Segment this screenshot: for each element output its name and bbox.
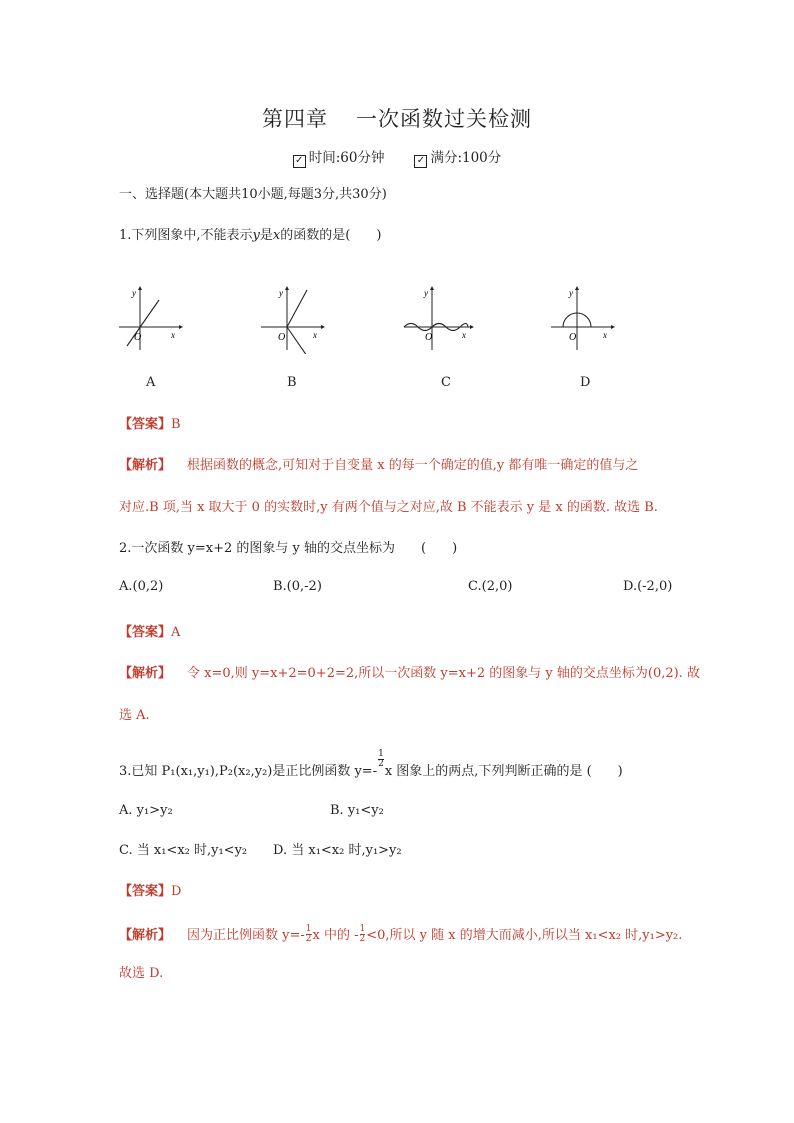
question-2-stem: 2.一次函数 y=x+2 的图象与 y 轴的交点坐标为 ( )	[119, 541, 458, 556]
q3-option-a: A. y₁>y₂	[119, 803, 173, 818]
q3-option-d: D. 当 x₁<x₂ 时,y₁>y₂	[273, 843, 402, 858]
chapter-label: 第四章	[262, 107, 328, 131]
svg-text:y: y	[424, 288, 428, 298]
q2-option-c: C.(2,0)	[468, 579, 513, 594]
checkbox-icon: ✓	[414, 155, 427, 168]
graph-label-a: A	[146, 375, 156, 390]
question-3-stem: 3.已知 P₁(x₁,y₁),P₂(x₂,y₂)是正比例函数 y=- $\frac{1}{2}$ x 图象上的两点,下列判断正确的是 ( )	[119, 749, 623, 779]
q1-analysis-line1: 【解析】 根据函数的概念,可知对于自变量 x 的每一个确定的值,y 都有唯一确定的值与之	[119, 458, 639, 473]
svg-text:y: y	[569, 288, 573, 298]
svg-text:y: y	[132, 288, 136, 298]
q3-analysis-line2: 故选 D.	[119, 966, 164, 981]
exam-info	[0, 146, 794, 167]
q2-option-b: B.(0,-2)	[273, 579, 322, 594]
svg-text:O: O	[278, 332, 286, 343]
chapter-title: 一次函数过关检测	[356, 107, 532, 131]
fraction: $\frac{1}{2}$	[378, 749, 384, 769]
svg-text:O: O	[425, 332, 433, 343]
q3-answer: 【答案】D	[119, 884, 182, 899]
graph-label-c: C	[441, 375, 451, 390]
svg-text:x: x	[603, 330, 607, 340]
question-1-stem: 1.下列图象中,不能表示y是x的函数的是( )	[119, 228, 382, 243]
checkbox-icon: ✓	[293, 155, 306, 168]
svg-text:y: y	[279, 288, 283, 298]
time-limit: 时间:60分钟	[308, 150, 385, 166]
svg-text:O: O	[134, 332, 142, 343]
q2-analysis-line1: 【解析】 令 x=0,则 y=x+2=0+2=2,所以一次函数 y=x+2 的图象与 y 轴的交点坐标为(0,2). 故	[119, 666, 700, 681]
q1-analysis-line2: 对应.B 项,当 x 取大于 0 的实数时,y 有两个值与之对应,故 B 不能表示 y 是 x 的函数. 故选 B.	[119, 500, 658, 515]
q2-analysis-line2: 选 A.	[119, 708, 150, 723]
graph-label-d: D	[580, 375, 591, 390]
full-score: 满分:100分	[430, 150, 502, 166]
svg-text:x: x	[313, 330, 317, 340]
svg-text:x: x	[462, 330, 466, 340]
graph-option-d	[547, 284, 617, 354]
page-title	[0, 103, 794, 133]
q2-option-d: D.(-2,0)	[623, 579, 673, 594]
section-heading: 一、选择题(本大题共10小题,每题3分,共30分)	[119, 187, 387, 202]
fraction: $\frac{1}{2}$	[359, 924, 366, 944]
q3-analysis-line1: 【解析】 因为正比例函数 y=- $\frac{1}{2}$ x 中的 - $\frac{1}{2}$ <0,所以 y 随 x 的增大而减小,所以当 x₁<x₂ 时,y₁>y₂.	[119, 924, 683, 944]
svg-text:O: O	[569, 332, 577, 343]
graph-option-a	[115, 284, 185, 354]
graph-option-b	[257, 284, 327, 354]
q3-option-c: C. 当 x₁<x₂ 时,y₁<y₂	[119, 843, 248, 858]
graph-label-b: B	[287, 375, 297, 390]
q2-answer: 【答案】A	[119, 625, 181, 640]
q1-answer: 【答案】B	[119, 417, 181, 432]
q2-option-a: A.(0,2)	[119, 579, 164, 594]
svg-text:x: x	[171, 330, 175, 340]
fraction: $\frac{1}{2}$	[305, 924, 312, 944]
graph-option-c	[400, 284, 480, 354]
q3-option-b: B. y₁<y₂	[330, 803, 384, 818]
